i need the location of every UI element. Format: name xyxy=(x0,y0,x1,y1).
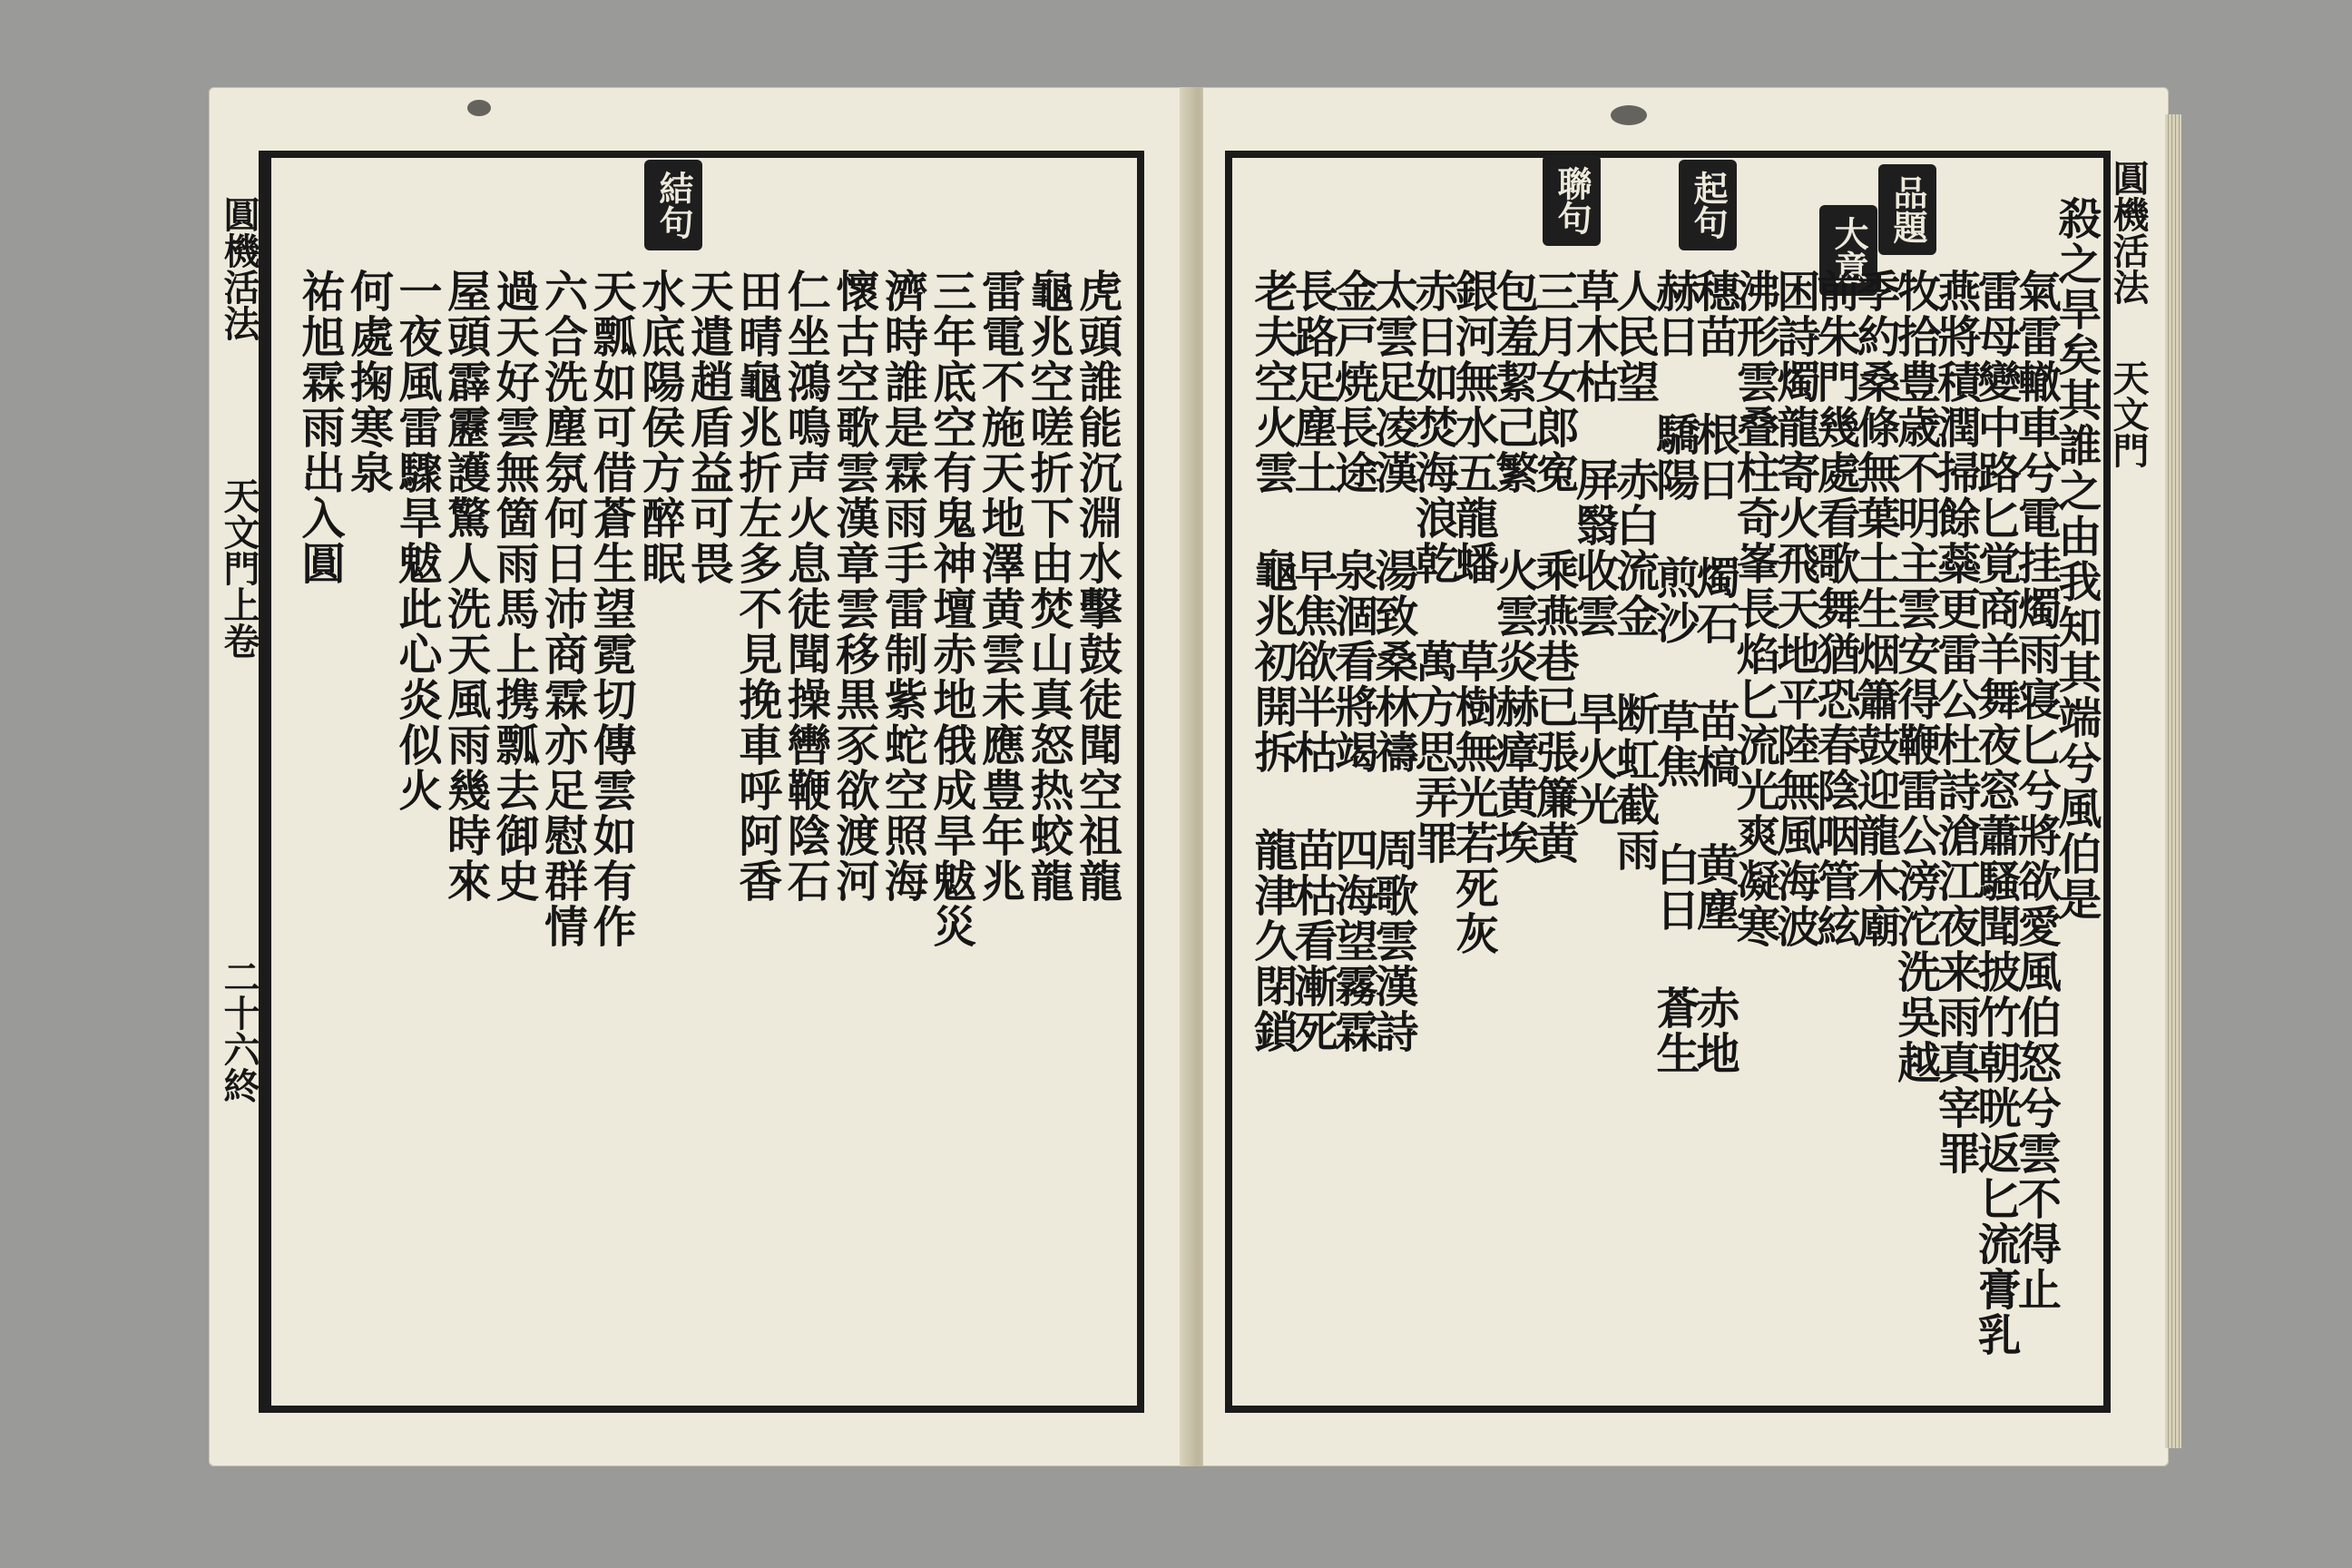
right-text-column: 燕將積潤掃餘蘂更雷公杜詩滄江夜来雨真宰罪 xyxy=(1929,269,1981,1176)
left-text-column: 雷電不施天地澤黄雲未應豊年兆 xyxy=(974,269,1025,904)
ink-blot xyxy=(467,100,491,116)
right-text-column: 太雲足凌漢 湯致桑林禱 周歌雲漢詩 xyxy=(1367,269,1418,1054)
left-text-column: 水底陽侯方醉眠 xyxy=(633,269,685,586)
left-text-column: 濟時誰是霖雨手雷制紫蛇空照海 xyxy=(877,269,928,904)
left-text-column: 祐旭霖雨出入圓 xyxy=(294,269,345,586)
right-margin-title: 圓機活法 xyxy=(2107,160,2150,305)
right-text-column: 赫日 驕陽 煎沙 草焦 白日 蒼生 xyxy=(1648,269,1700,1076)
left-margin-section: 天文門上卷 xyxy=(218,477,260,659)
open-book xyxy=(209,87,2169,1485)
right-text-column: 包羞絜己繁 火雲炎赫瘴黄埃 xyxy=(1487,269,1539,866)
left-text-column: 懷古空歌雲漢章雲移黒豕欲渡河 xyxy=(828,269,879,904)
left-text-column: 天遣趙盾益可畏 xyxy=(682,269,734,586)
right-text-column: 前朱門幾處看歌舞猶恐春陰咽管絃 xyxy=(1809,269,1860,949)
left-text-column: 一夜風雷驟旱魃此心炎似火 xyxy=(391,269,443,813)
right-text-column: 老夫空火雲 龜兆初開拆 龍津久閉鎖 xyxy=(1247,269,1298,1054)
right-text-column: 季約桑條無葉土生烟簫鼓迎龍木廟 xyxy=(1849,269,1901,949)
left-text-column: 天瓢如可借蒼生望霓切傳雲如有作 xyxy=(585,269,637,949)
label-couplet: 聯句 xyxy=(1543,155,1601,246)
left-text-column: 虎頭誰能沉淵水擊鼓徒聞空祖龍 xyxy=(1071,269,1122,904)
right-text-column: 赤日如焚海浪乾 萬方思弄罪 xyxy=(1407,269,1459,866)
left-text-column: 田晴龜兆折左多不見挽車呼阿香 xyxy=(730,269,782,904)
left-text-column: 何處掬寒泉 xyxy=(342,269,394,495)
right-text-column: 困詩燭龍寄火飛天地平陸無風海波 xyxy=(1769,269,1820,949)
label-opening: 起句 xyxy=(1679,160,1737,250)
page-edge xyxy=(2165,114,2181,1448)
left-page xyxy=(209,87,1193,1466)
right-text-column: 人民望 赤白流金 断虹截雨 xyxy=(1608,269,1660,873)
right-text-column: 銀河無水五龍蟠 草樹無光若死灰 xyxy=(1447,269,1499,956)
right-text-column: 三月女郎寃 乘燕巷已張簾黄 xyxy=(1528,269,1579,866)
right-text-column: 長路足塵土 早焦欲半枯 苗枯看漸死 xyxy=(1287,269,1338,1054)
left-text-column: 過天好雲無箇雨馬上携瓢去御史 xyxy=(488,269,540,904)
left-text-column: 六合洗塵氛何日沛商霖亦足慰群情 xyxy=(536,269,588,949)
right-text-column: 草木枯 屏翳收雲 旱火光 xyxy=(1568,269,1620,828)
right-text-column: 牧拾豊歳不明主雲安得鞭雷公滂沱洗吳越 xyxy=(1889,269,1941,1085)
right-page xyxy=(1202,87,2169,1466)
left-text-column: 龜兆空嗟折下由焚山真怒热蛟龍 xyxy=(1022,269,1073,904)
right-text-column: 沸形雲叠柱奇峯長焰匕流光爽凝寒 xyxy=(1729,269,1780,949)
right-text-column: 雷母變中路匕覚商羊舞夜窓蕭騷聞披竹朝晄返匕流膏乳 xyxy=(1970,269,2022,1357)
folio-number: 二十六終 xyxy=(218,958,260,1103)
right-margin-section: 天文門 xyxy=(2107,359,2150,468)
label-conclusion: 結句 xyxy=(644,160,702,250)
label-topic: 品題 xyxy=(1878,164,1936,255)
right-text-column: 氣雷轍車兮電挂燭雨寝匕兮將欲愛風伯怒兮雲不得止 xyxy=(2010,269,2062,1312)
left-text-column: 屋頭霹靂護驚人洗天風雨幾時來 xyxy=(439,269,491,904)
ink-blot xyxy=(1611,105,1647,125)
left-margin-title: 圓機活法 xyxy=(218,196,260,341)
left-text-column: 仁坐鴻鳴声火息徒聞操轡鞭陰石 xyxy=(779,269,831,904)
left-text-column: 三年底空有鬼神壇赤地俄成旱魃災 xyxy=(925,269,976,949)
label-main-idea: 大意 xyxy=(1819,205,1877,296)
right-text-column: 殺之旱矣其誰之由我知其端兮風伯是 xyxy=(2050,196,2102,922)
right-text-column: 穗苗 根日 燭石 苗槁 黄塵 赤地 xyxy=(1689,269,1740,1076)
right-text-column: 金戸焼長途 泉涸看將竭 四海望霧霖 xyxy=(1327,269,1378,1054)
left-frame-divider xyxy=(266,158,271,1406)
